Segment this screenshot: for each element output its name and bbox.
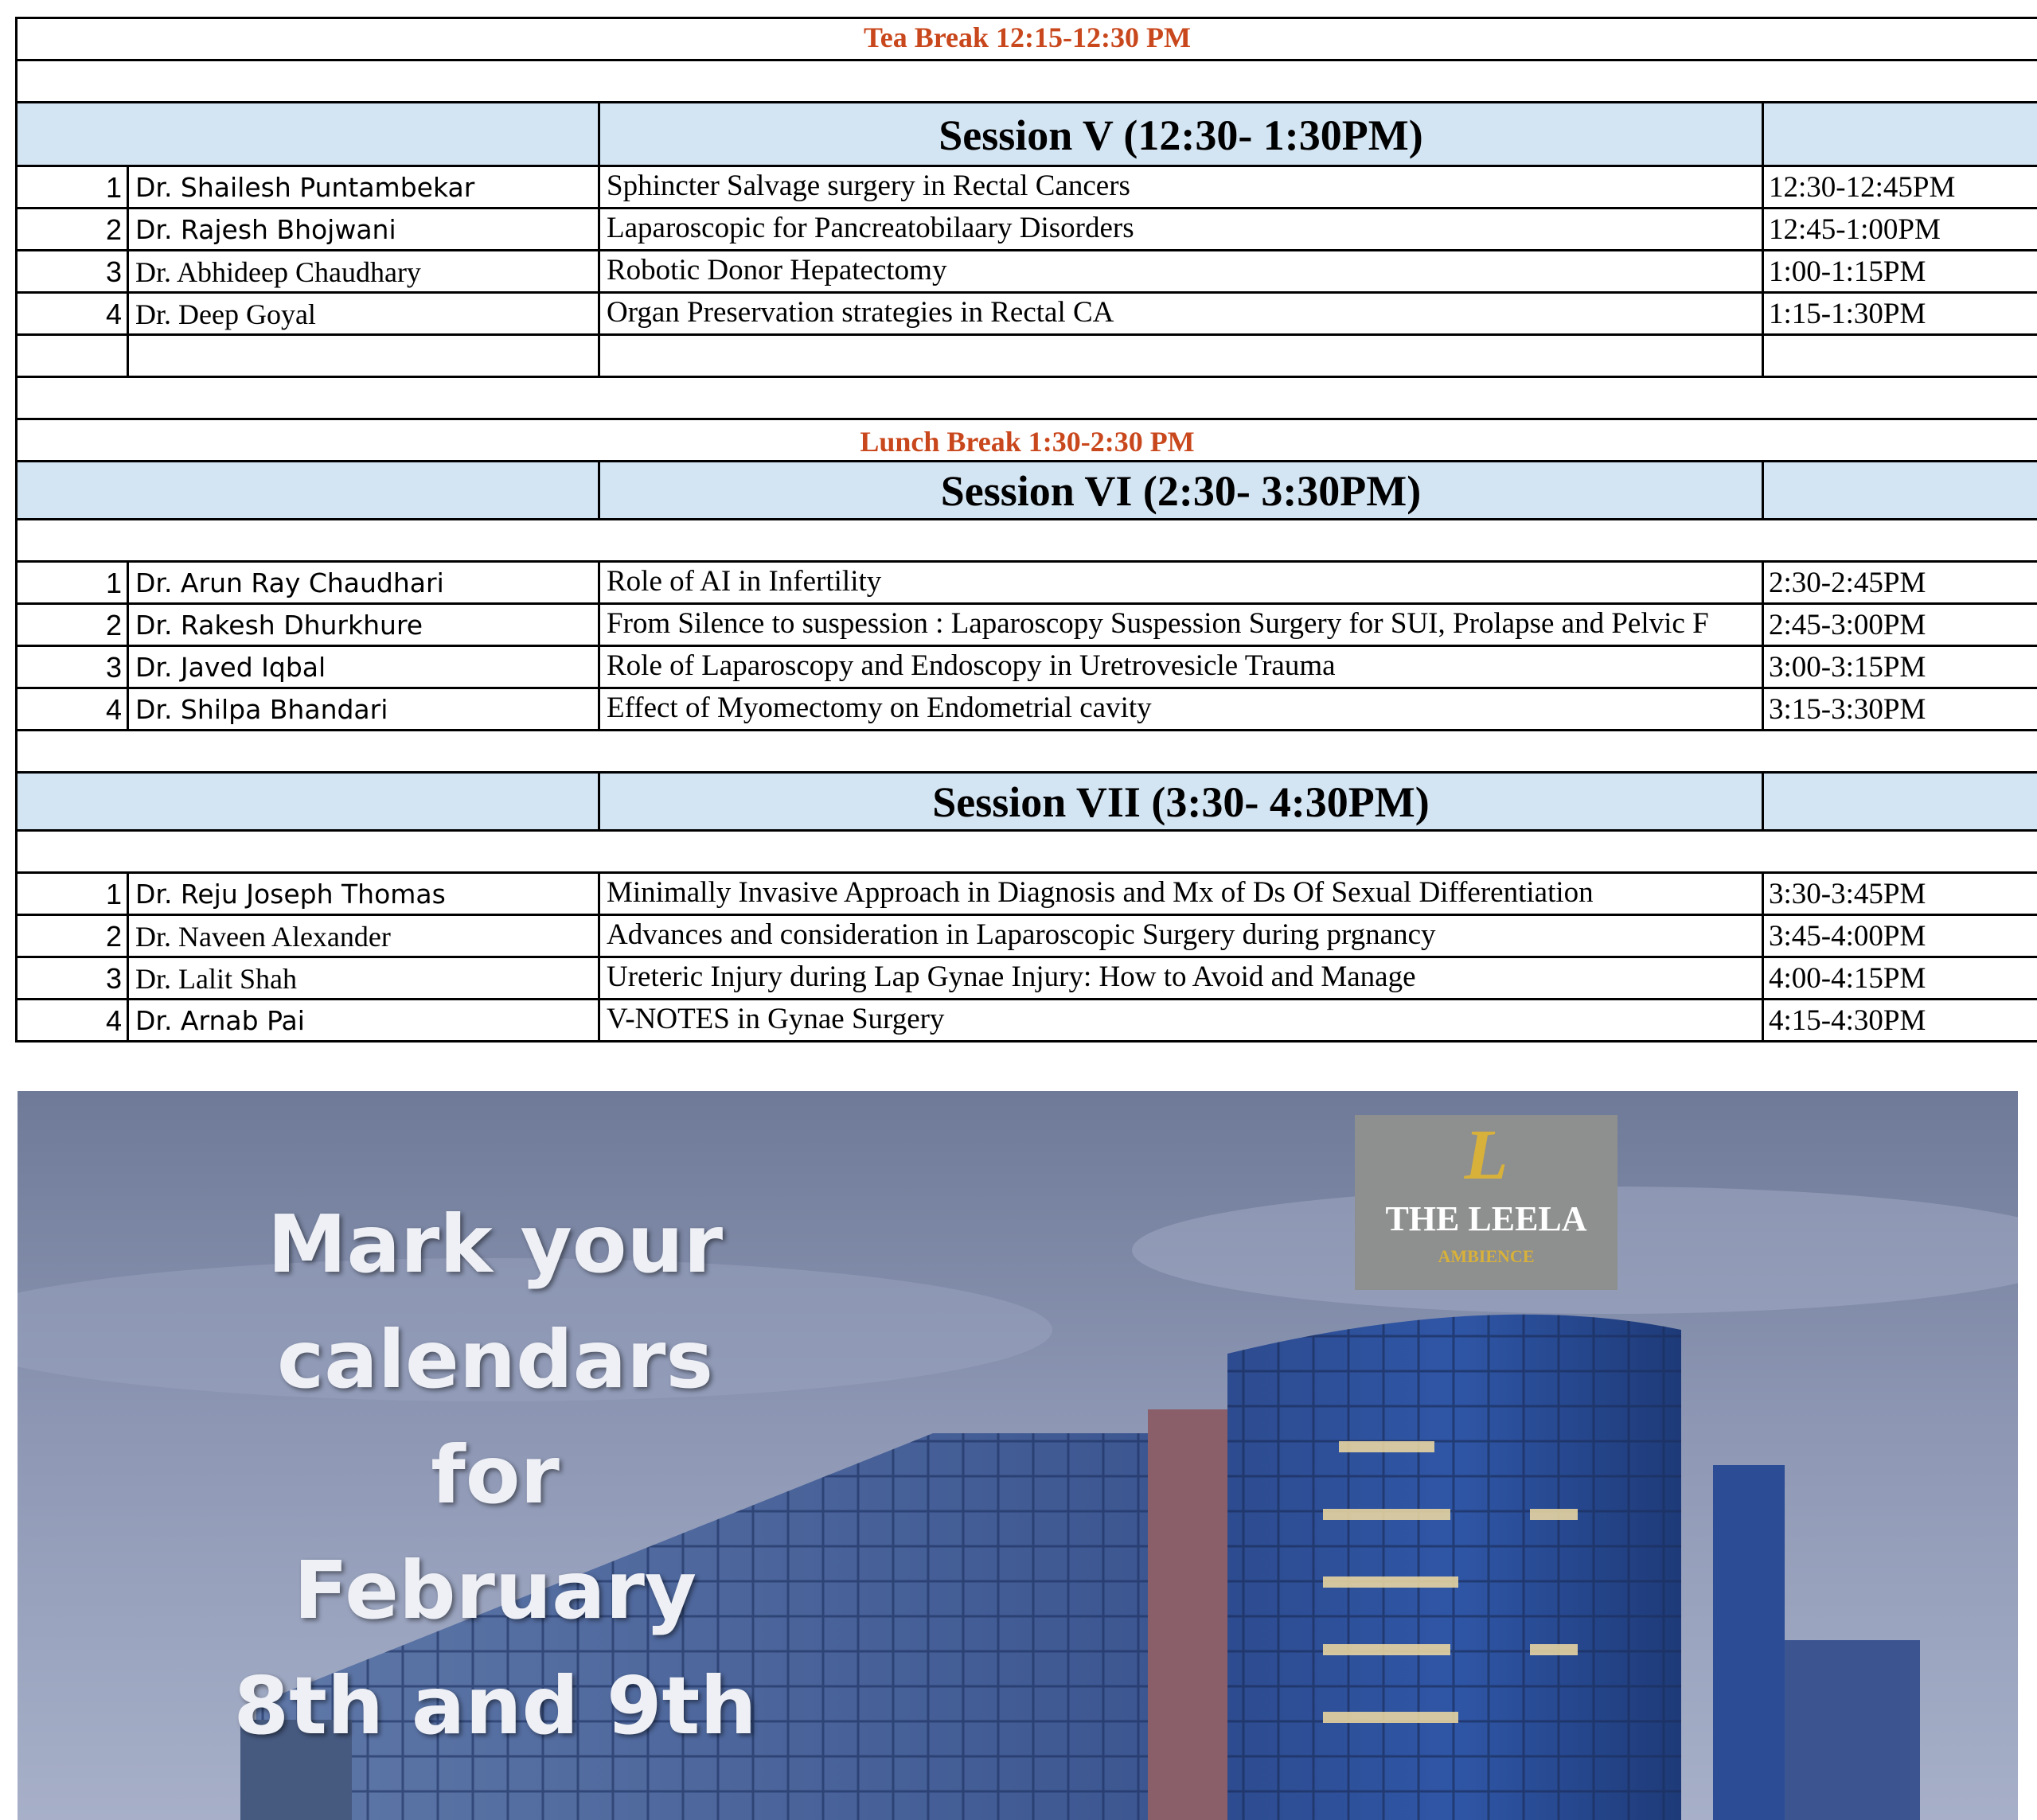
- table-row: [15, 645, 2037, 687]
- talk-topic: Effect of Myomectomy on Endometrial cavity: [598, 689, 1762, 729]
- talk-number: 3: [15, 647, 127, 687]
- talk-topic: Robotic Donor Hepatectomy: [598, 251, 1762, 291]
- talk-topic: Organ Preservation strategies in Rectal CA: [598, 294, 1762, 333]
- table-row: [15, 871, 2037, 914]
- talk-topic: Role of AI in Infertility: [598, 563, 1762, 602]
- speaker-name: Dr. Javed Iqbal: [127, 647, 598, 687]
- talk-topic: Sphincter Salvage surgery in Rectal Cancers: [598, 167, 1762, 207]
- speaker-name: Dr. Rajesh Bhojwani: [127, 209, 598, 249]
- session-header-row: [15, 771, 2037, 829]
- talk-time: 12:45-1:00PM: [1762, 209, 2037, 249]
- talk-number: 4: [15, 689, 127, 729]
- table-row: [15, 249, 2037, 291]
- talk-topic: Ureteric Injury during Lap Gynae Injury: How to Avoid and Manage: [598, 958, 1762, 998]
- speaker-name: Dr. Abhideep Chaudhary: [127, 251, 598, 291]
- talk-number: 2: [15, 209, 127, 249]
- speaker-name: Dr. Shailesh Puntambekar: [127, 167, 598, 207]
- talk-number: 4: [15, 294, 127, 333]
- lunch-break-row: [15, 418, 2037, 460]
- hotel-logo-letter: L: [1464, 1116, 1508, 1194]
- speaker-name: Dr. Rakesh Dhurkhure: [127, 605, 598, 645]
- talk-time: 1:00-1:15PM: [1762, 251, 2037, 291]
- talk-time: 3:00-3:15PM: [1762, 647, 2037, 687]
- table-row: [15, 291, 2037, 333]
- session-title: Session V (12:30- 1:30PM): [598, 103, 1762, 165]
- speaker-name: Dr. Reju Joseph Thomas: [127, 874, 598, 914]
- speaker-name: Dr. Deep Goyal: [127, 294, 598, 333]
- talk-time: 4:00-4:15PM: [1762, 958, 2037, 998]
- speaker-name: Dr. Shilpa Bhandari: [127, 689, 598, 729]
- talk-topic: V-NOTES in Gynae Surgery: [598, 1000, 1762, 1040]
- tea-break-label: Tea Break 12:15-12:30 PM: [15, 19, 2037, 59]
- spacer-row: [15, 829, 2037, 871]
- talk-topic: Minimally Invasive Approach in Diagnosis and Mx of Ds Of Sexual Differentiation: [598, 874, 1762, 914]
- talk-topic: Advances and consideration in Laparoscopic Surgery during prgnancy: [598, 916, 1762, 956]
- talk-number: 2: [15, 605, 127, 645]
- speaker-name: Dr. Arnab Pai: [127, 1000, 598, 1040]
- hotel-sign-name: THE LEELA: [1385, 1199, 1587, 1238]
- table-row: [15, 165, 2037, 207]
- talk-number: 4: [15, 1000, 127, 1040]
- table-row: [15, 956, 2037, 998]
- spacer-row: [15, 333, 2037, 376]
- talk-time: 2:45-3:00PM: [1762, 605, 2037, 645]
- spacer-row: [15, 376, 2037, 418]
- speaker-name: Dr. Lalit Shah: [127, 958, 598, 998]
- speaker-name: Dr. Arun Ray Chaudhari: [127, 563, 598, 602]
- talk-number: 1: [15, 874, 127, 914]
- talk-number: 1: [15, 563, 127, 602]
- talk-number: 2: [15, 916, 127, 956]
- talk-time: 3:30-3:45PM: [1762, 874, 2037, 914]
- venue-banner-image: [18, 1091, 2018, 1820]
- hotel-sign-sub: AMBIENCE: [1438, 1246, 1535, 1266]
- talk-number: 3: [15, 958, 127, 998]
- talk-time: 4:15-4:30PM: [1762, 1000, 2037, 1040]
- spacer-row: [15, 729, 2037, 771]
- table-row: [15, 207, 2037, 249]
- talk-number: 1: [15, 167, 127, 207]
- session-header-row: [15, 101, 2037, 165]
- table-row: [15, 560, 2037, 602]
- table-row: [15, 998, 2037, 1043]
- talk-time: 2:30-2:45PM: [1762, 563, 2037, 602]
- talk-topic: Role of Laparoscopy and Endoscopy in Uretrovesicle Trauma: [598, 647, 1762, 687]
- agenda-table: [15, 17, 2037, 1045]
- banner-headline: Mark your calendars for February 8th and 9th: [233, 1198, 757, 1752]
- talk-time: 3:15-3:30PM: [1762, 689, 2037, 729]
- session-header-row: [15, 460, 2037, 518]
- spacer-row: [15, 59, 2037, 101]
- talk-time: 12:30-12:45PM: [1762, 167, 2037, 207]
- table-row: [15, 914, 2037, 956]
- lunch-break-label: Lunch Break 1:30-2:30 PM: [15, 420, 2037, 460]
- session-title: Session VI (2:30- 3:30PM): [598, 462, 1762, 518]
- session-title: Session VII (3:30- 4:30PM): [598, 774, 1762, 829]
- tea-break-row: [15, 17, 2037, 59]
- table-row: [15, 687, 2037, 729]
- spacer-row: [15, 518, 2037, 560]
- table-row: [15, 602, 2037, 645]
- talk-number: 3: [15, 251, 127, 291]
- talk-time: 1:15-1:30PM: [1762, 294, 2037, 333]
- talk-topic: Laparoscopic for Pancreatobilaary Disorders: [598, 209, 1762, 249]
- talk-time: 3:45-4:00PM: [1762, 916, 2037, 956]
- speaker-name: Dr. Naveen Alexander: [127, 916, 598, 956]
- talk-topic: From Silence to suspession : Laparoscopy Suspession Surgery for SUI, Prolapse and Pelvic F: [598, 605, 1762, 645]
